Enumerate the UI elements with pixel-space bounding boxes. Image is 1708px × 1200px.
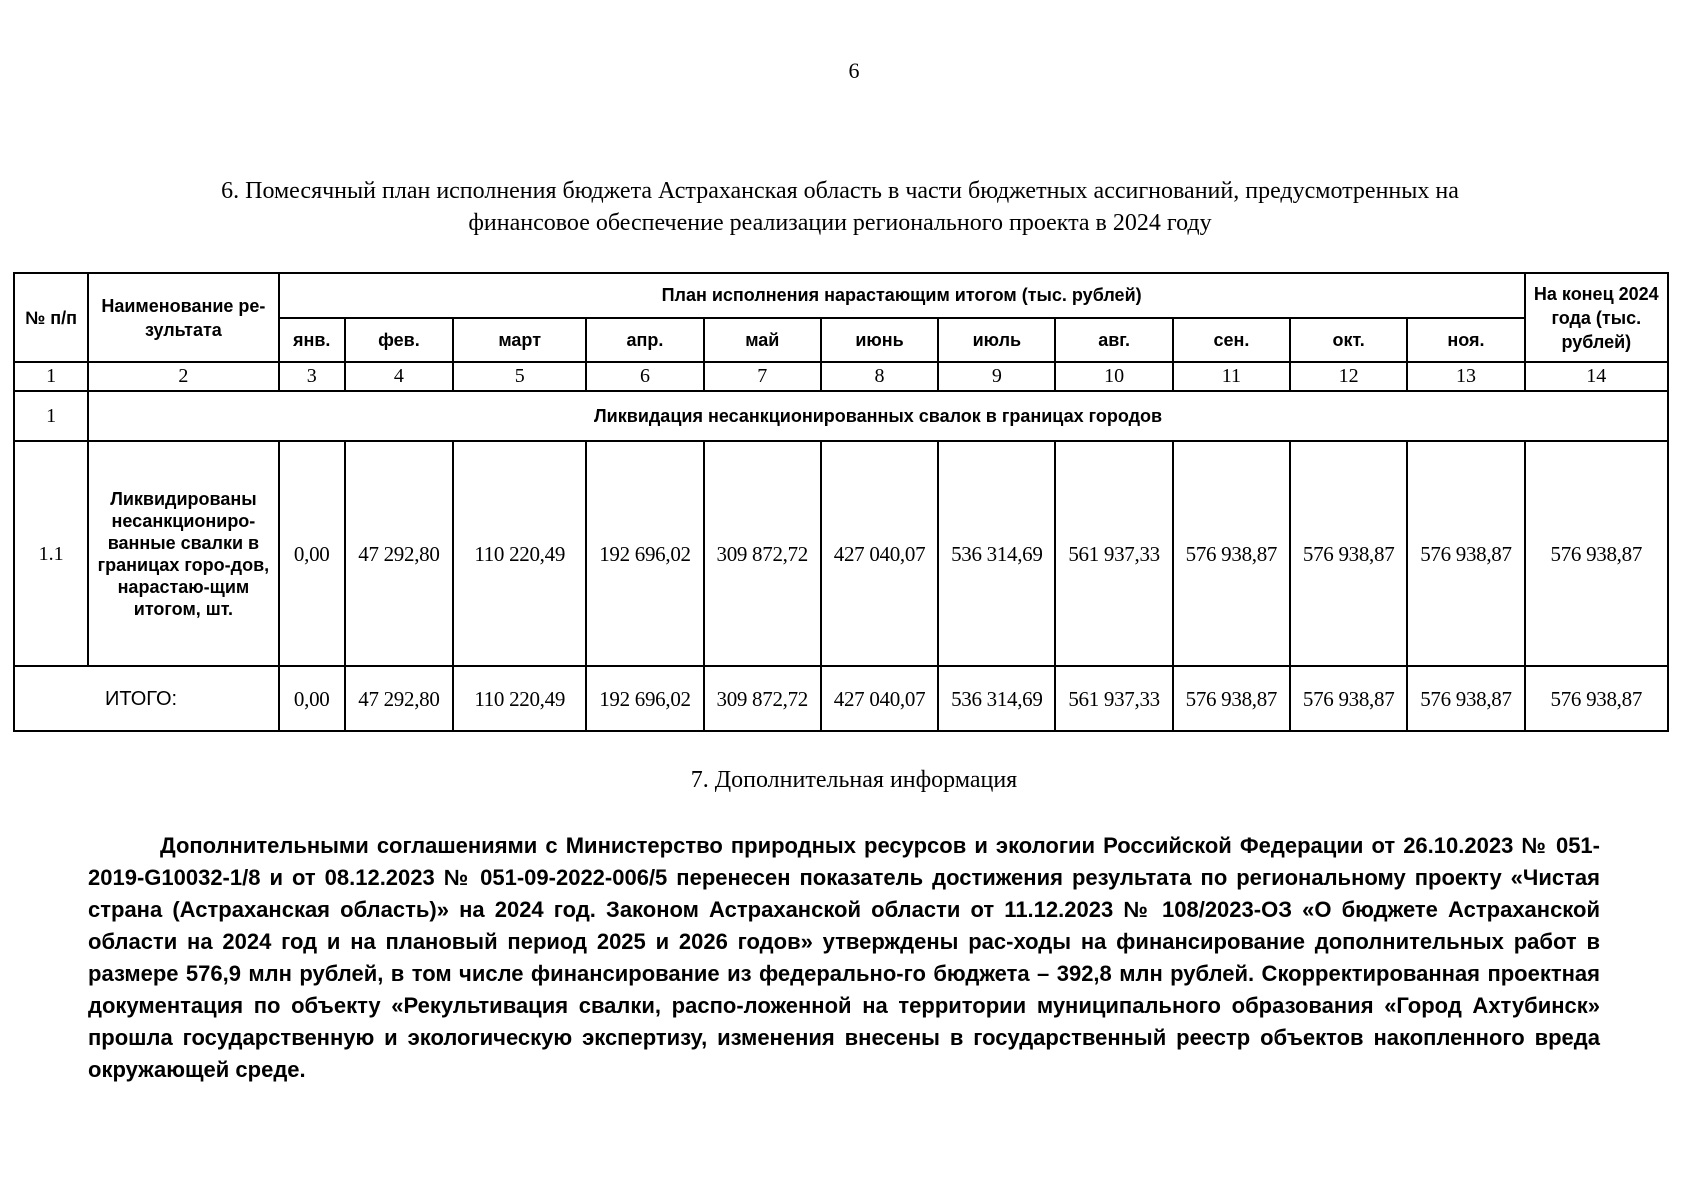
column-number: 4	[345, 362, 453, 390]
total-value: 309 872,72	[704, 666, 821, 731]
column-number: 11	[1173, 362, 1290, 390]
result-value: 576 938,87	[1525, 441, 1668, 666]
result-value: 536 314,69	[938, 441, 1055, 666]
budget-plan-table	[13, 272, 1669, 732]
header-name: Наименование ре-зультата	[88, 273, 278, 362]
column-number: 12	[1290, 362, 1407, 390]
section-row	[14, 391, 1668, 442]
column-number: 2	[88, 362, 278, 390]
result-value: 0,00	[279, 441, 345, 666]
header-month: май	[704, 318, 821, 363]
total-value: 192 696,02	[586, 666, 703, 731]
section-name: Ликвидация несанкционированных свалок в границах городов	[88, 391, 1668, 442]
header-month: окт.	[1290, 318, 1407, 363]
page-number: 6	[848, 58, 860, 83]
total-value: 576 938,87	[1173, 666, 1290, 731]
result-value: 561 937,33	[1055, 441, 1172, 666]
total-value: 47 292,80	[345, 666, 453, 731]
header-month: янв.	[279, 318, 345, 363]
header-month: июль	[938, 318, 1055, 363]
header-month: июнь	[821, 318, 938, 363]
total-value: 0,00	[279, 666, 345, 731]
section-7-text: Дополнительными соглашениями с Министерство природных ресурсов и экологии Российской Федерации от 26.10.2023 № 051-2019-G10032-1/8 и от 08.12.2023 № 051-09-2022-006/5 перенесен показатель достижения результата по региональному проекту «Чистая страна (Астраханская область)» на 2024 год. Законом Астраханской области от 11.12.2023 № 108/2023-ОЗ «О бюджете Астраханской области на 2024 год и на плановый период 2025 и 2026 годов» утверждены рас-ходы на финансирование дополнительных работ в размере 576,9 млн рублей, в том числе финансирование из федерально-го бюджета – 392,8 млн рублей. Скорректированная проектная документация по объекту «Рекультивация свалки, распо-ложенной на территории муниципального образования «Город Ахтубинск» прошла государственную и экологическую экспертизу, изменения внесены в государственный реестр объектов накопленного вреда окружающей среде.	[88, 833, 1600, 1082]
header-month: авг.	[1055, 318, 1172, 363]
column-number: 10	[1055, 362, 1172, 390]
total-row	[14, 666, 1668, 731]
total-value: 561 937,33	[1055, 666, 1172, 731]
result-row	[14, 441, 1668, 666]
total-value: 110 220,49	[453, 666, 586, 731]
header-month: ноя.	[1407, 318, 1524, 363]
column-number: 8	[821, 362, 938, 390]
column-number: 14	[1525, 362, 1668, 390]
column-number: 13	[1407, 362, 1524, 390]
header-num: № п/п	[14, 273, 88, 362]
result-value: 576 938,87	[1407, 441, 1524, 666]
header-month: фев.	[345, 318, 453, 363]
total-value: 576 938,87	[1407, 666, 1524, 731]
column-number: 7	[704, 362, 821, 390]
result-value: 576 938,87	[1173, 441, 1290, 666]
total-value: 576 938,87	[1290, 666, 1407, 731]
result-num: 1.1	[14, 441, 88, 666]
header-month: сен.	[1173, 318, 1290, 363]
result-value: 576 938,87	[1290, 441, 1407, 666]
header-plan: План исполнения нарастающим итогом (тыс. рублей)	[279, 273, 1525, 318]
result-value: 110 220,49	[453, 441, 586, 666]
column-number: 1	[14, 362, 88, 390]
total-value: 576 938,87	[1525, 666, 1668, 731]
column-numbers-row	[14, 362, 1668, 390]
section-num: 1	[14, 391, 88, 442]
total-value: 427 040,07	[821, 666, 938, 731]
header-month: апр.	[586, 318, 703, 363]
result-value: 47 292,80	[345, 441, 453, 666]
header-end-of-year: На конец 2024 года (тыс. рублей)	[1525, 273, 1668, 362]
column-number: 6	[586, 362, 703, 390]
section-6-title-line1: 6. Помесячный план исполнения бюджета Астраханская область в части бюджетных ассигнований, предусмотренных на	[221, 178, 1459, 204]
result-value: 427 040,07	[821, 441, 938, 666]
total-value: 536 314,69	[938, 666, 1055, 731]
section-6-title-line2: финансовое обеспечение реализации регионального проекта в 2024 году	[468, 210, 1212, 236]
result-name: Ликвидированы несанкциониро-ванные свалки в границах горо-дов, нарастаю-щим итогом, шт.	[88, 441, 278, 666]
result-value: 309 872,72	[704, 441, 821, 666]
header-month: март	[453, 318, 586, 363]
section-7-title: 7. Дополнительная информация	[690, 767, 1018, 793]
column-number: 3	[279, 362, 345, 390]
total-label: ИТОГО:	[14, 666, 279, 731]
column-number: 9	[938, 362, 1055, 390]
section-6-title	[90, 175, 1590, 239]
column-number: 5	[453, 362, 586, 390]
result-value: 192 696,02	[586, 441, 703, 666]
